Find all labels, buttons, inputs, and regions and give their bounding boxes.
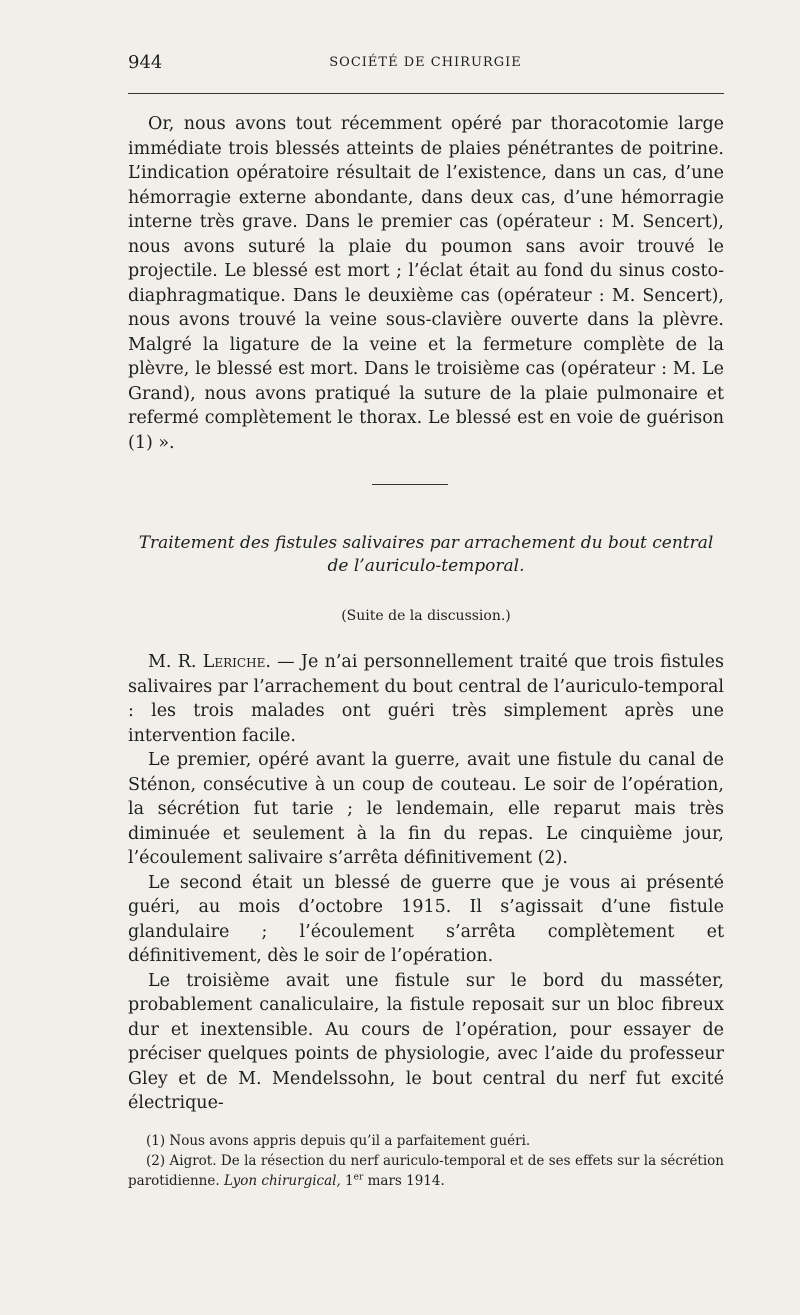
speaker-name: M. R. Leriche. bbox=[148, 652, 271, 672]
section-subtitle: (Suite de la discussion.) bbox=[341, 608, 511, 624]
footnote-2 bbox=[128, 1151, 724, 1191]
page-number: 944 bbox=[128, 52, 163, 73]
footnote-2-text: (2) Aigrot. De la résection du nerf auriculo-temporal et de ses effets sur la sécrétion parotidienne. bbox=[128, 1153, 724, 1189]
footnote-2-superscript: er bbox=[353, 1172, 364, 1183]
section-title bbox=[128, 532, 724, 578]
intro-section bbox=[128, 112, 724, 455]
header-rule bbox=[128, 93, 724, 94]
discussion-paragraph-1-text: — Je n’ai personnellement traité que trois fistules salivaires par l’arrachement du bout central de l’auriculo-temporal : les trois malades ont guéri très simplement après une intervention facile. bbox=[128, 652, 724, 746]
discussion-paragraph-1 bbox=[128, 650, 724, 748]
section-divider bbox=[372, 484, 448, 485]
section-title-line-2: de l’auriculo-temporal. bbox=[327, 556, 525, 576]
discussion-paragraph-2: Le premier, opéré avant la guerre, avait une fistule du canal de Sténon, consécutive à un coup de couteau. Le soir de l’opération, la sécrétion fut tarie ; le lendemain, elle reparut mais très diminuée et seulement à la fin du repas. Le cinquième jour, l’écoulement salivaire s’arrêta définitivement (2). bbox=[128, 750, 724, 868]
footnote-2-journal: Lyon chirurgical, bbox=[223, 1173, 341, 1189]
discussion-section bbox=[128, 650, 724, 1116]
footnote-1: (1) Nous avons appris depuis qu’il a parfaitement guéri. bbox=[146, 1133, 531, 1149]
footnote-2-date: mars 1914. bbox=[363, 1173, 445, 1189]
section-title-line-1: Traitement des fistules salivaires par arrachement du bout central bbox=[138, 533, 714, 553]
intro-paragraph: Or, nous avons tout récemment opéré par thoracotomie large immédiate trois blessés atteints de plaies pénétrantes de poitrine. L’indication opératoire résultait de l’existence, dans un cas, d’une hémorragie externe abondante, dans deux cas, d’une hémorragie interne très grave. Dans le premier cas (opérateur : M. Sencert), nous avons suturé la plaie du poumon sans avoir trouvé le projectile. Le blessé est mort ; l’éclat était au fond du sinus costo-diaphragmatique. Dans le deuxième cas (opérateur : M. Sencert), nous avons trouvé la veine sous-clavière ouverte dans la plèvre. Malgré la ligature de la veine et la fermeture complète de la plèvre, le blessé est mort. Dans le troisième cas (opérateur : M. Le Grand), nous avons pratiqué la suture de la plaie pulmonaire et refermé complètement le thorax. Le blessé est en voie de guérison (1) ». bbox=[128, 114, 724, 453]
journal-title: SOCIÉTÉ DE CHIRURGIE bbox=[329, 55, 522, 70]
running-head bbox=[128, 52, 723, 76]
discussion-paragraph-3: Le second était un blessé de guerre que je vous ai présenté guéri, au mois d’octobre 1915. Il s’agissait d’une fistule glandulaire ; l’écoulement s’arrêta complètement et définitivement, dès le soir de l’opération. bbox=[128, 872, 724, 966]
discussion-paragraph-4: Le troisième avait une fistule sur le bord du masséter, probablement canaliculaire, la fistule reposait sur un bloc fibreux dur et inextensible. Au cours de l’opération, pour essayer de préciser quelques points de physiologie, avec l’aide du professeur Gley et de M. Mendelssohn, le bout central du nerf fut excité électrique- bbox=[128, 970, 724, 1113]
footnote-2-day: 1 bbox=[340, 1173, 354, 1189]
footnotes bbox=[128, 1131, 724, 1191]
